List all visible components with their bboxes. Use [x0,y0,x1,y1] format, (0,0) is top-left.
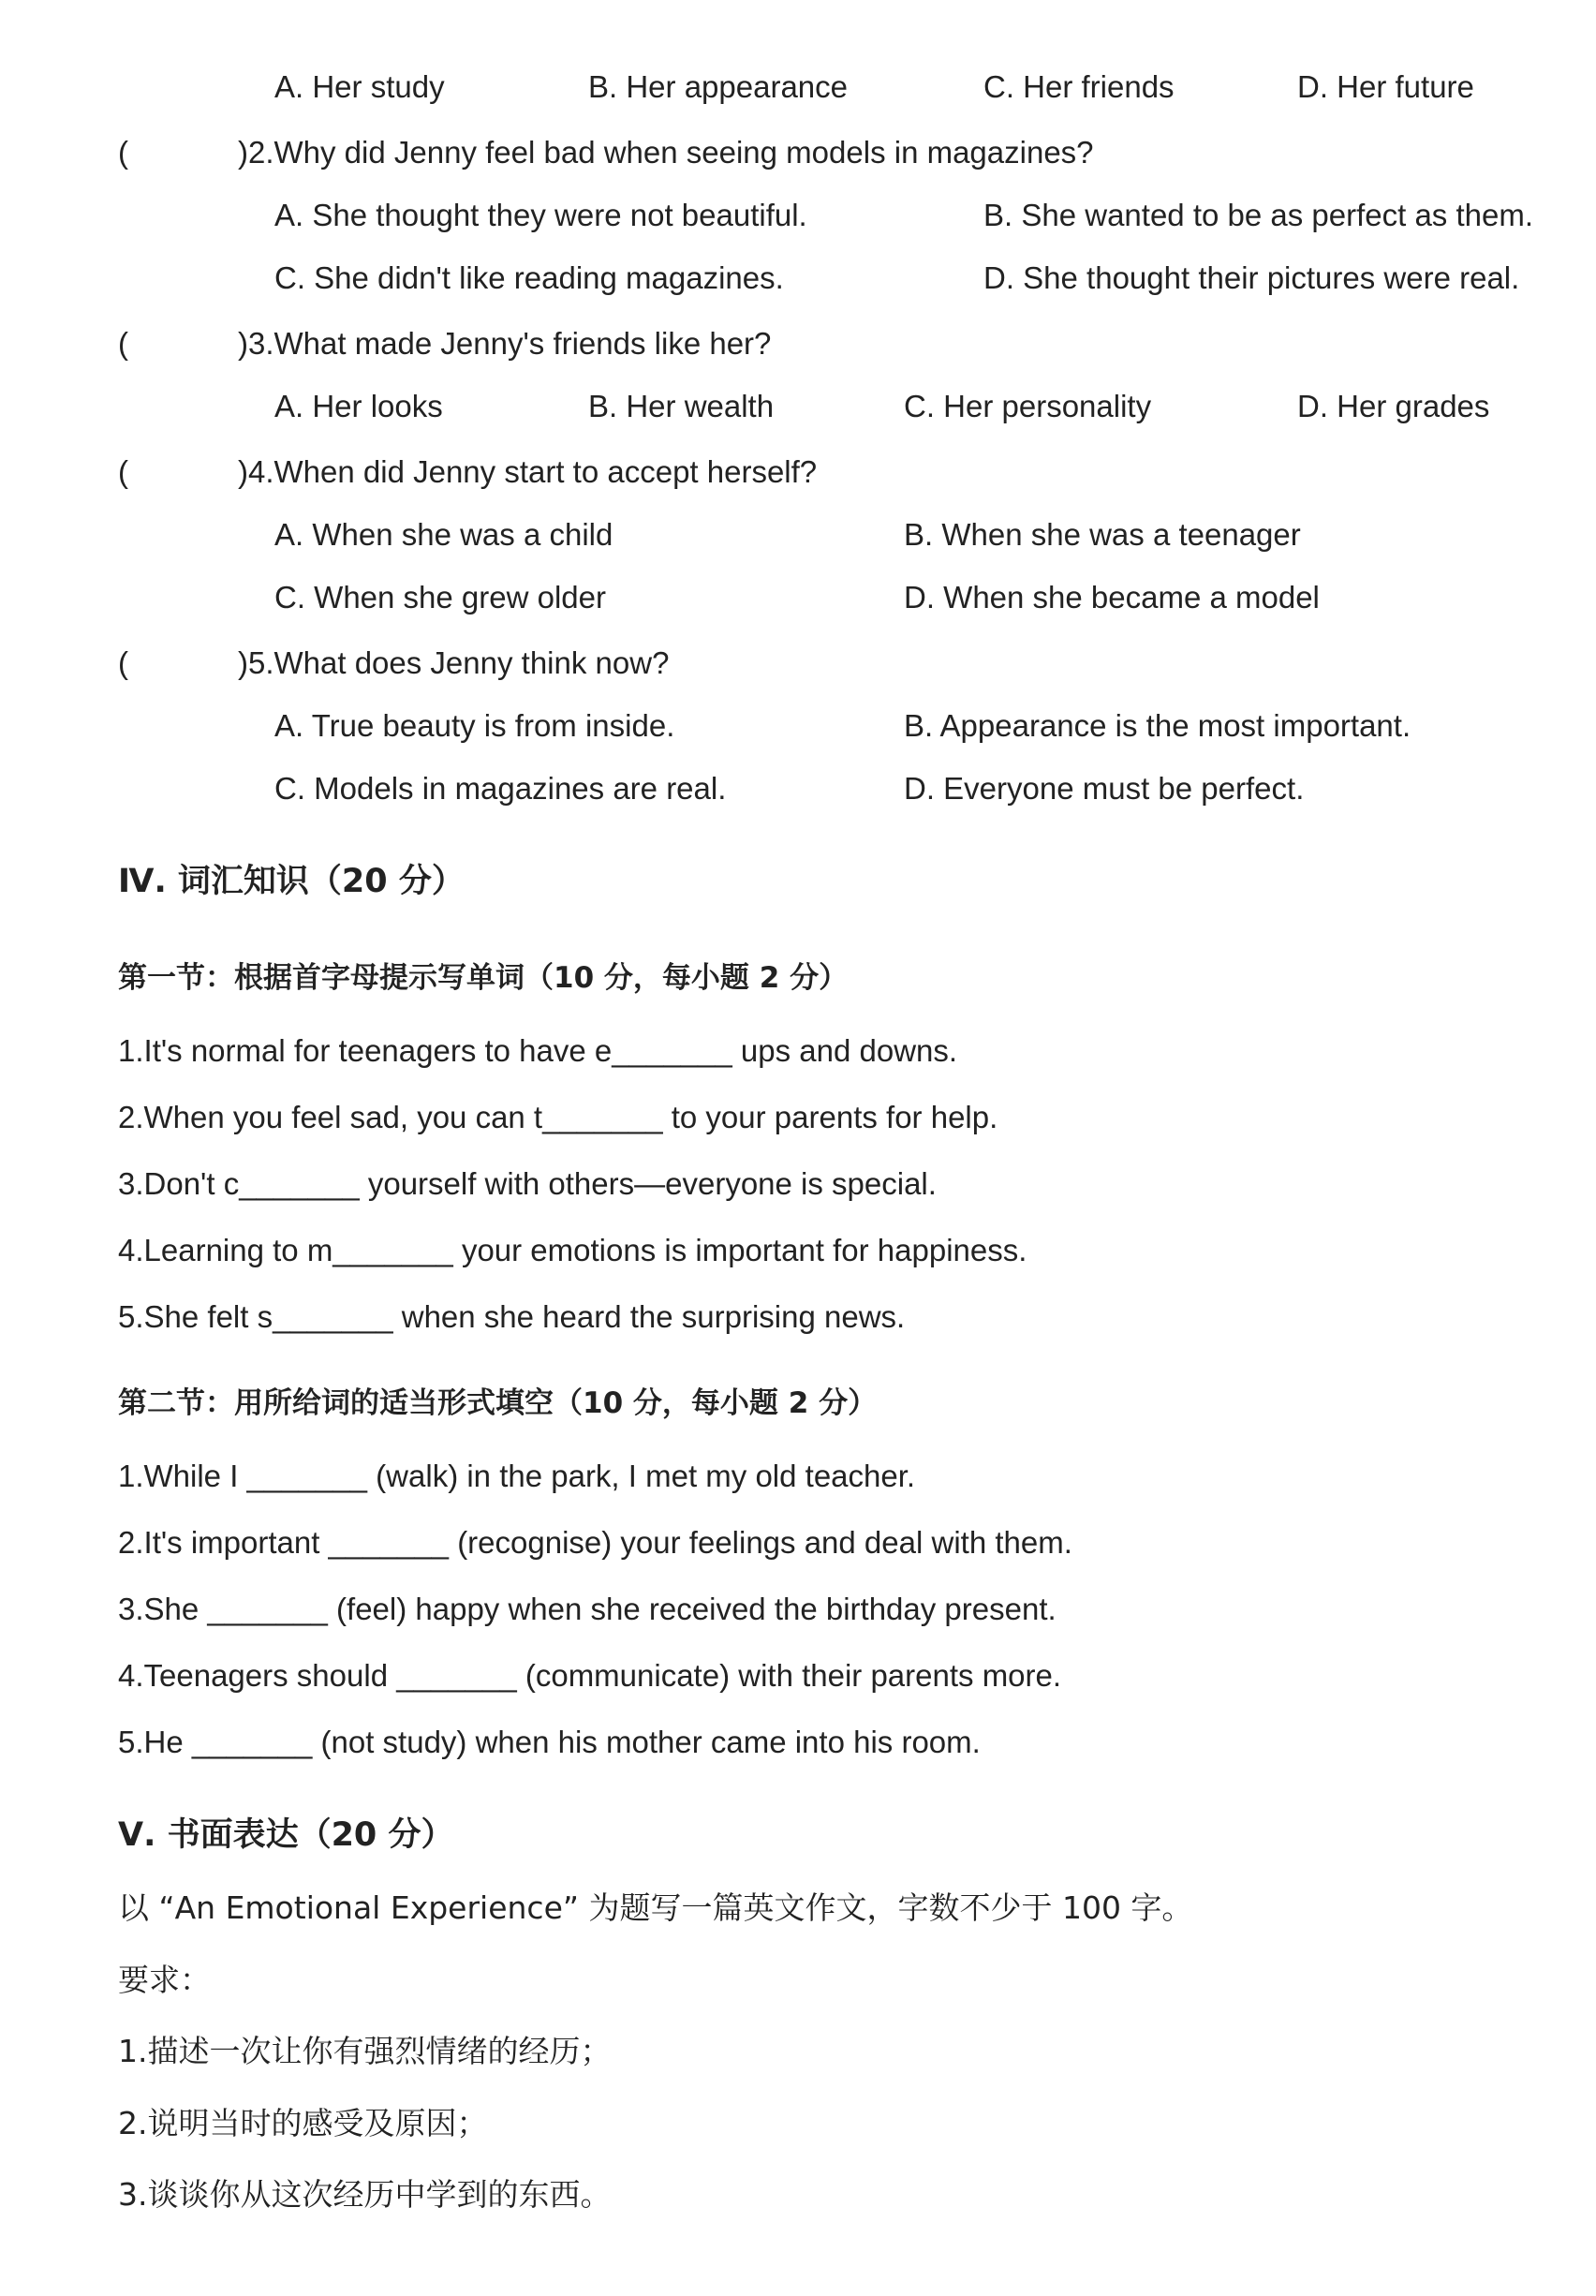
section-4-title: Ⅳ. 词汇知识（20 分） [118,863,465,900]
requirements-label: 要求： [118,1962,211,1998]
writing-prompt: 以 “An Emotional Experience” 为题写一篇英文作文，字数不少于 100 字。 [118,1889,1193,1926]
q3-option-d: D. Her grades [1297,389,1490,423]
q3-option-c: C. Her personality [904,389,1152,423]
section-4-part-2-title: 第二节：用所给词的适当形式填空（10 分，每小题 2 分） [118,1386,878,1420]
q5-option-c: C. Models in magazines are real. [274,771,727,806]
vocab-item-1: 1.It's normal for teenagers to have e_______ ups and downs. [118,1033,958,1068]
form-item-4: 4.Teenagers should _______ (communicate) with their parents more. [118,1658,1062,1693]
answer-paren: ( [118,135,128,170]
answer-paren: ( [118,326,128,361]
q3-option-a: A. Her looks [274,389,443,423]
question-3: )3.What made Jenny's friends like her? [238,326,772,361]
q4-option-b: B. When she was a teenager [904,517,1301,552]
q2-option-c: C. She didn't like reading magazines. [274,260,784,295]
answer-paren: ( [118,454,128,489]
requirement-2: 2.说明当时的感受及原因； [118,2105,488,2141]
q5-option-b: B. Appearance is the most important. [904,708,1411,743]
answer-paren: ( [118,645,128,680]
q5-option-d: D. Everyone must be perfect. [904,771,1305,806]
vocab-item-5: 5.She felt s_______ when she heard the surprising news. [118,1299,906,1334]
q1-option-d: D. Her future [1297,69,1474,104]
vocab-item-4: 4.Learning to m_______ your emotions is important for happiness. [118,1233,1027,1267]
q1-option-c: C. Her friends [983,69,1175,104]
section-4-part-1-title: 第一节：根据首字母提示写单词（10 分，每小题 2 分） [118,961,849,995]
question-2: )2.Why did Jenny feel bad when seeing models in magazines? [238,135,1094,170]
q2-option-a: A. She thought they were not beautiful. [274,198,807,232]
q2-option-b: B. She wanted to be as perfect as them. [983,198,1534,232]
form-item-2: 2.It's important _______ (recognise) your feelings and deal with them. [118,1525,1072,1560]
question-4: )4.When did Jenny start to accept herself? [238,454,818,489]
vocab-item-3: 3.Don't c_______ yourself with others—everyone is special. [118,1166,937,1201]
vocab-item-2: 2.When you feel sad, you can t_______ to your parents for help. [118,1100,998,1134]
q5-option-a: A. True beauty is from inside. [274,708,675,743]
section-5-title: Ⅴ. 书面表达（20 分） [118,1816,454,1854]
form-item-5: 5.He _______ (not study) when his mother came into his room. [118,1725,981,1759]
q3-option-b: B. Her wealth [588,389,775,423]
question-5: )5.What does Jenny think now? [238,645,670,680]
q4-option-d: D. When she became a model [904,580,1320,615]
requirement-1: 1.描述一次让你有强烈情绪的经历； [118,2033,612,2069]
q4-option-a: A. When she was a child [274,517,613,552]
q4-option-c: C. When she grew older [274,580,606,615]
requirement-3: 3.谈谈你从这次经历中学到的东西。 [118,2176,612,2213]
q2-option-d: D. She thought their pictures were real. [983,260,1520,295]
form-item-1: 1.While I _______ (walk) in the park, I met my old teacher. [118,1459,916,1493]
q1-option-b: B. Her appearance [588,69,849,104]
form-item-3: 3.She _______ (feel) happy when she received the birthday present. [118,1592,1057,1626]
q1-option-a: A. Her study [274,69,445,104]
